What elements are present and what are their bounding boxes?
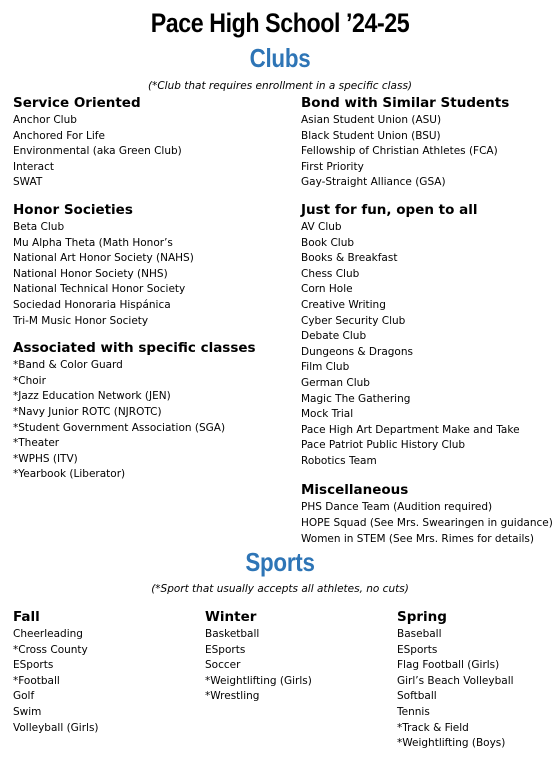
sports-season-fall <box>13 608 99 736</box>
sport-item: Baseball <box>397 628 442 640</box>
club-item: AV Club <box>301 220 342 233</box>
sport-item: Basketball <box>205 628 260 640</box>
club-item: German Club <box>301 376 370 389</box>
club-group <box>301 94 553 191</box>
club-item: Magic The Gathering <box>301 392 411 405</box>
club-item: Corn Hole <box>301 283 353 296</box>
season-heading: Spring <box>397 609 447 625</box>
sport-item: ESports <box>205 643 246 656</box>
club-item: Film Club <box>301 361 350 374</box>
club-item: Asian Student Union (ASU) <box>301 114 442 126</box>
club-group <box>13 339 256 483</box>
club-item: HOPE Squad (See Mrs. Swearingen in guidance) <box>301 517 553 530</box>
club-item: Pace Patriot Public History Club <box>301 439 466 452</box>
sports-season-spring <box>397 608 514 752</box>
sport-item: *Football <box>13 674 60 687</box>
clubs-left-column <box>13 94 256 493</box>
club-group-heading: Honor Societies <box>13 201 133 218</box>
sport-item: Volleyball (Girls) <box>13 721 99 734</box>
sport-item: Golf <box>13 690 35 703</box>
club-item: Robotics Team <box>301 454 377 467</box>
club-group <box>301 201 553 470</box>
page-title: Pace High School ’24-25 <box>150 8 410 38</box>
club-item: Interact <box>13 160 54 173</box>
club-group <box>13 201 256 329</box>
club-item: Dungeons & Dragons <box>301 345 413 358</box>
sport-item: *Weightlifting (Girls) <box>205 674 312 687</box>
sport-item: *Wrestling <box>205 690 260 703</box>
sport-item: Cheerleading <box>13 628 83 640</box>
sport-item: *Track & Field <box>397 721 469 734</box>
club-item: *Band & Color Guard <box>13 359 123 372</box>
club-group-heading: Bond with Similar Students <box>301 95 510 111</box>
clubs-note: (*Club that requires enrollment in a specific class) <box>147 80 413 92</box>
club-item: Fellowship of Christian Athletes (FCA) <box>301 145 498 158</box>
club-item: SWAT <box>13 176 43 189</box>
club-item: *Yearbook (Liberator) <box>13 468 126 481</box>
club-item: Chess Club <box>301 267 360 280</box>
sports-note: (*Sport that usually accepts all athletes, no cuts) <box>151 583 409 595</box>
season-heading: Winter <box>205 609 257 625</box>
club-item: National Technical Honor Society <box>13 283 186 296</box>
club-item: *WPHS (ITV) <box>13 452 78 465</box>
club-item: PHS Dance Team (Audition required) <box>301 501 493 514</box>
club-item: *Theater <box>13 437 60 450</box>
sport-item: Flag Football (Girls) <box>397 659 500 672</box>
club-item: National Art Honor Society (NAHS) <box>13 252 194 265</box>
club-item: *Jazz Education Network (JEN) <box>13 390 171 403</box>
club-item: *Choir <box>13 374 46 387</box>
sport-item: Girl’s Beach Volleyball <box>397 674 514 687</box>
club-item: Anchor Club <box>13 114 77 126</box>
club-item: *Student Government Association (SGA) <box>13 421 226 434</box>
clubs-right-column <box>301 94 553 557</box>
club-group-heading: Miscellaneous <box>301 482 409 499</box>
club-group-heading: Just for fun, open to all <box>301 201 478 218</box>
club-item: Beta Club <box>13 220 65 233</box>
club-item: Women in STEM (See Mrs. Rimes for details) <box>301 532 534 545</box>
sport-item: Softball <box>397 690 437 703</box>
club-item: Black Student Union (BSU) <box>301 129 441 142</box>
sport-item: Tennis <box>397 705 430 718</box>
club-item: First Priority <box>301 160 364 173</box>
club-item: Books & Breakfast <box>301 252 398 265</box>
club-item: Mock Trial <box>301 408 354 421</box>
club-group <box>13 94 256 191</box>
sports-heading: Sports <box>245 547 315 577</box>
club-item: Environmental (aka Green Club) <box>13 145 182 158</box>
club-group-heading: Service Oriented <box>13 95 141 111</box>
sport-item: ESports <box>13 659 54 672</box>
sport-item: Swim <box>13 705 42 718</box>
sport-item: *Cross County <box>13 643 88 656</box>
sport-item: Soccer <box>205 659 241 672</box>
sports-season-winter <box>205 608 312 705</box>
club-item: Anchored For Life <box>13 129 105 142</box>
club-group-heading: Associated with specific classes <box>13 340 256 357</box>
club-item: Sociedad Honoraria Hispánica <box>13 298 171 311</box>
sport-item: *Weightlifting (Boys) <box>397 737 506 750</box>
club-item: National Honor Society (NHS) <box>13 267 168 280</box>
club-item: *Navy Junior ROTC (NJROTC) <box>13 405 162 418</box>
season-heading: Fall <box>13 609 40 625</box>
club-item: Cyber Security Club <box>301 314 406 327</box>
club-item: Pace High Art Department Make and Take <box>301 423 520 436</box>
club-item: Creative Writing <box>301 298 386 311</box>
sport-item: ESports <box>397 643 438 656</box>
club-item: Gay-Straight Alliance (GSA) <box>301 176 446 189</box>
club-group <box>301 481 553 547</box>
club-item: Debate Club <box>301 330 367 343</box>
club-item: Book Club <box>301 236 355 249</box>
clubs-heading: Clubs <box>249 43 311 73</box>
club-item: Tri-M Music Honor Society <box>13 314 149 327</box>
club-item: Mu Alpha Theta (Math Honor’s <box>13 236 173 249</box>
